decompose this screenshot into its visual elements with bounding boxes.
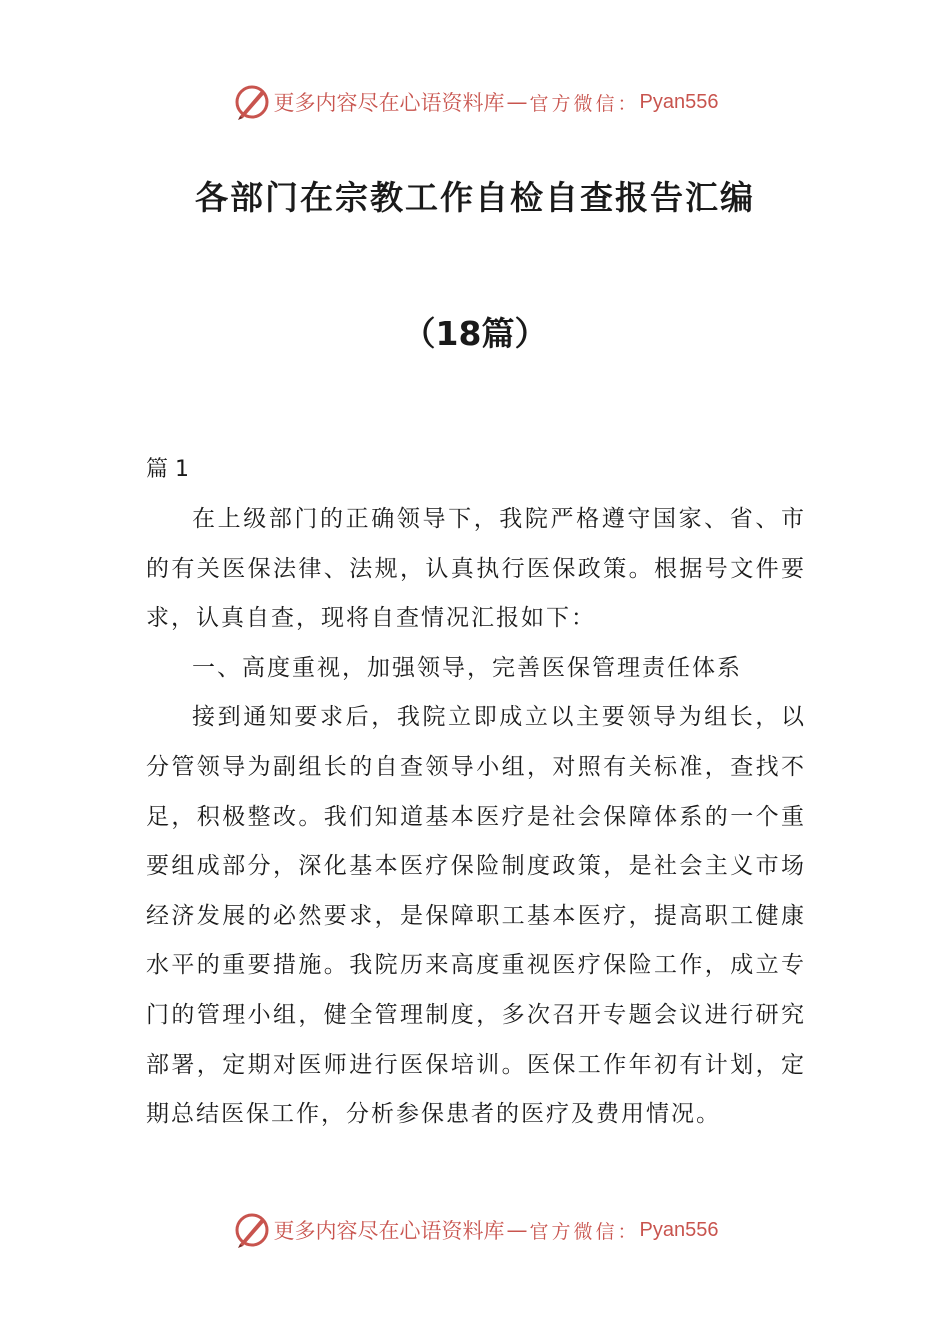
banner-text: 更多内容尽在心语资料库: [273, 91, 505, 115]
article-body: [146, 495, 806, 1140]
banner-separator: —: [506, 90, 528, 114]
paragraph: 在上级部门的正确领导下，我院严格遵守国家、省、市的有关医保法律、法规，认真执行医保政策。根据号文件要求，认真自查，现将自查情况汇报如下：: [146, 506, 806, 632]
banner-wechat-id: Pyan556: [639, 1218, 719, 1241]
document-subtitle: （18篇）: [402, 314, 548, 353]
banner-subtitle: 官方微信：: [529, 92, 640, 115]
header-banner: [0, 80, 950, 124]
document-title: 各部门在宗教工作自检自查报告汇编: [195, 178, 755, 217]
banner-subtitle: 官方微信：: [529, 1220, 640, 1243]
pen-circle-logo-icon: [232, 82, 272, 122]
pen-circle-logo-icon: [232, 1210, 272, 1250]
banner-text: 更多内容尽在心语资料库: [273, 1219, 505, 1243]
paragraph: 接到通知要求后，我院立即成立以主要领导为组长，以分管领导为副组长的自查领导小组，对照有关标准，查找不足，积极整改。我们知道基本医疗是社会保障体系的一个重要组成部分，深化基本医疗保险制度政策，是社会主义市场经济发展的必然要求，是保障职工基本医疗，提高职工健康水平的重要措施。我院历来高度重视医疗保险工作，成立专门的管理小组，健全管理制度，多次召开专题会议进行研究部署，定期对医师进行医保培训。医保工作年初有计划，定期总结医保工作，分析参保患者的医疗及费用情况。: [146, 704, 806, 1128]
banner-wechat-id: Pyan556: [639, 90, 719, 113]
article-heading: 篇 1: [146, 457, 189, 482]
footer-banner: [0, 1208, 950, 1252]
banner-separator: —: [506, 1218, 528, 1242]
section-heading: 一、高度重视，加强领导，完善医保管理责任体系: [192, 654, 742, 681]
